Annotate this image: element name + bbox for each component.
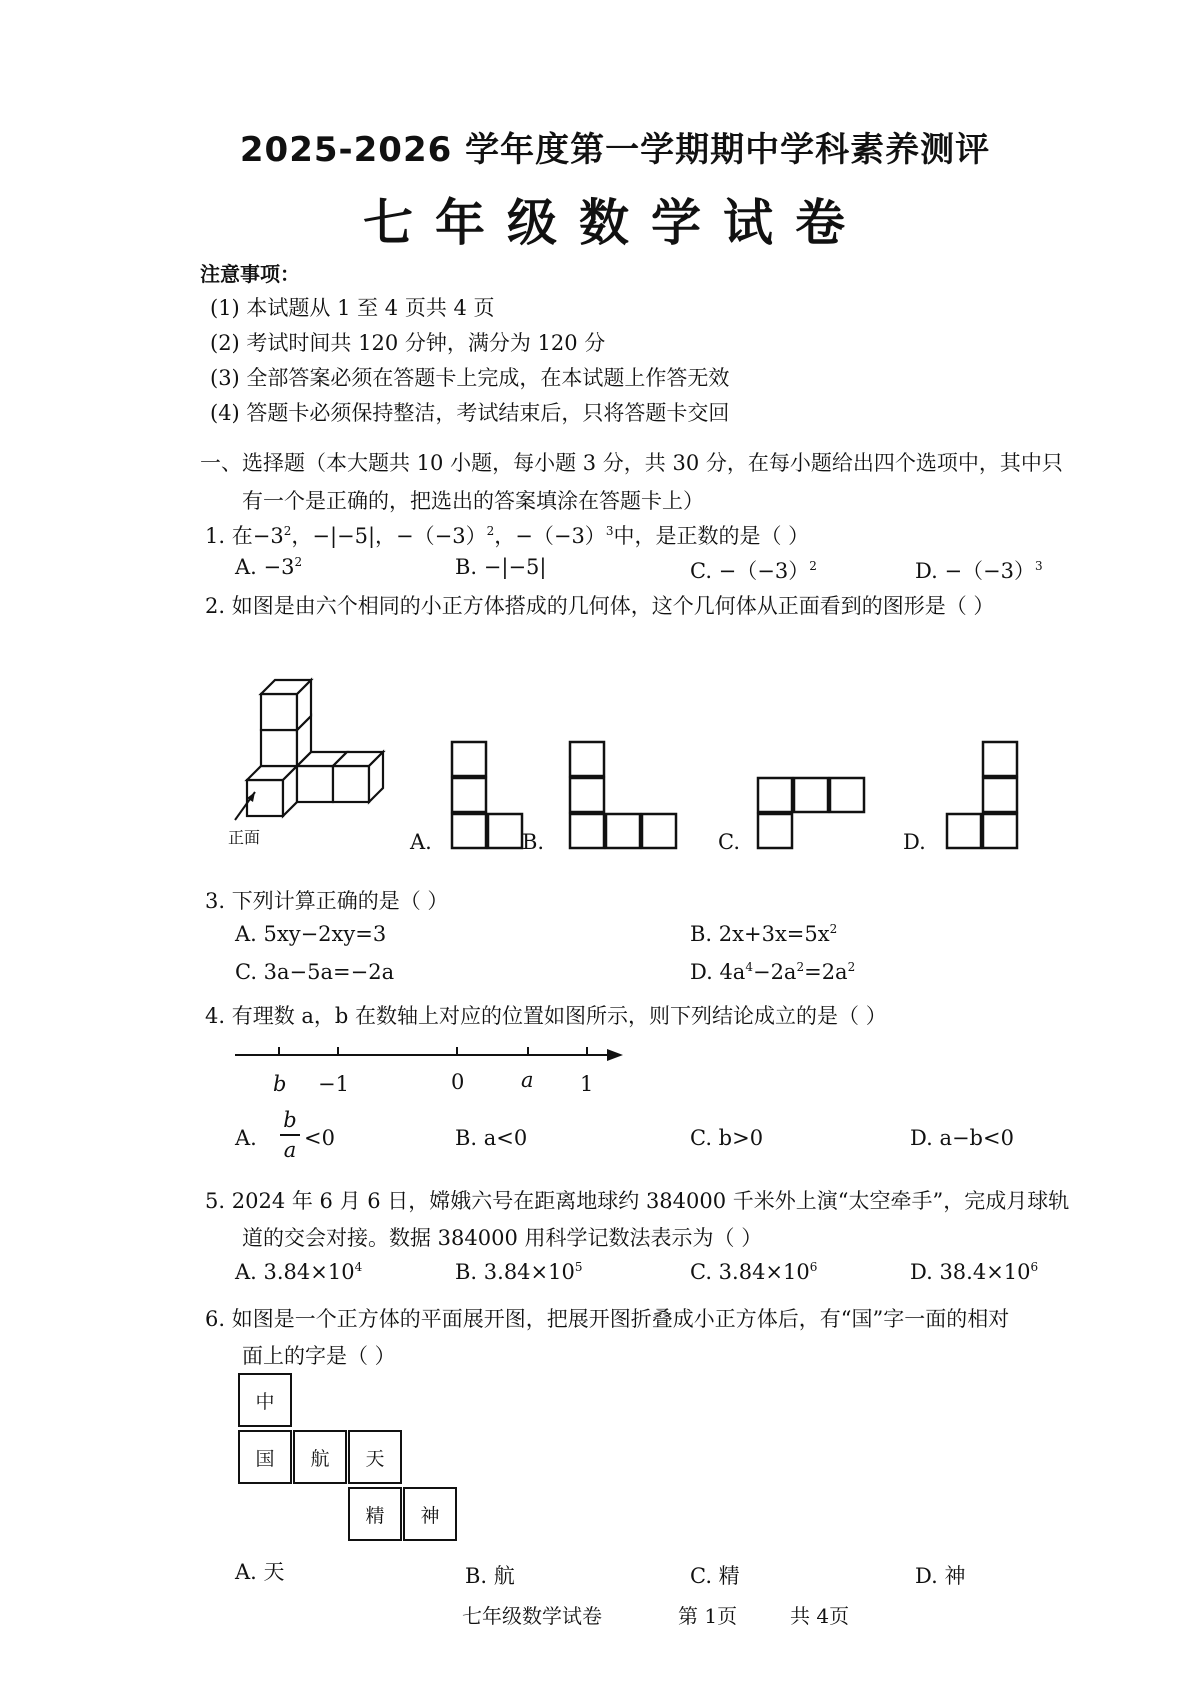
net-cell-tian: 天: [348, 1430, 402, 1484]
axis-label-neg1: −1: [318, 1072, 349, 1096]
q3-option-c: C. 3a−5a=−2a: [235, 960, 395, 984]
q4-number: 4.: [205, 1004, 226, 1028]
q4-option-a-label: A.: [235, 1126, 257, 1150]
q1-stem: 1. 在$-3^2$，−|−5|，$-(-3)^2$，$-(-3)^3$中，是正数的是（ ）: [205, 524, 810, 548]
q6-stem-line2: 面上的字是（ ）: [242, 1344, 396, 1368]
q2-option-d-figure: [945, 740, 1021, 852]
q5-stem-line2: 道的交会对接。数据 384000 用科学记数法表示为（ ）: [242, 1226, 763, 1250]
q5-option-a: A. $3.84\times 10^4$: [235, 1260, 363, 1284]
note-item-3: (3) 全部答案必须在答题卡上完成，在本试题上作答无效: [210, 366, 730, 390]
notes-heading: 注意事项：: [200, 262, 300, 286]
footer-page: 第 1页: [678, 1604, 738, 1628]
q1-number: 1.: [205, 524, 226, 548]
q6-option-d: D. 神: [915, 1564, 966, 1588]
q2-option-b-figure: [568, 740, 680, 852]
q1-option-d: D. $-(-3)^3$: [915, 559, 1043, 583]
axis-label-a: a: [521, 1068, 534, 1092]
q3-option-a: A. 5xy−2xy=3: [235, 922, 387, 946]
q2-option-c-label: C.: [718, 830, 740, 854]
note-item-4: (4) 答题卡必须保持整洁，考试结束后，只将答题卡交回: [210, 401, 730, 425]
q5-number: 5.: [205, 1189, 226, 1213]
q4-option-b: B. a<0: [455, 1126, 528, 1150]
q2-option-a-figure: [450, 740, 526, 852]
q5-option-b: B. $3.84\times 10^5$: [455, 1260, 583, 1284]
footer-total: 共 4页: [790, 1604, 850, 1628]
note-item-2: (2) 考试时间共 120 分钟，满分为 120 分: [210, 331, 606, 355]
q2-stem: 2. 如图是由六个相同的小正方体搭成的几何体，这个几何体从正面看到的图形是（ ）: [205, 594, 995, 618]
q2-option-c-figure: [756, 776, 868, 852]
q3-number: 3.: [205, 889, 226, 913]
q5-option-d: D. $38.4\times 10^6$: [910, 1260, 1039, 1284]
q4-fraction: b a: [280, 1106, 300, 1164]
q2-number: 2.: [205, 594, 226, 618]
q6-stem-line1: 6. 如图是一个正方体的平面展开图，把展开图折叠成小正方体后，有“国”字一面的相对: [205, 1307, 1010, 1331]
note-item-1: (1) 本试题从 1 至 4 页共 4 页: [210, 296, 495, 320]
q2-option-d-label: D.: [903, 830, 926, 854]
q1-option-c: C. $-(-3)^2$: [690, 559, 817, 583]
axis-label-b: b: [273, 1072, 287, 1096]
q4-stem: 4. 有理数 a，b 在数轴上对应的位置如图所示，则下列结论成立的是（ ）: [205, 1004, 887, 1028]
net-cell-jing: 精: [348, 1487, 402, 1541]
q2-option-a-label: A.: [410, 830, 432, 854]
q1-option-b: B. −|−5|: [455, 555, 547, 579]
q2-option-b-label: B.: [522, 830, 545, 854]
q4-option-d: D. a−b<0: [910, 1126, 1014, 1150]
q3-option-b: B. $2x+3x=5x^2$: [690, 922, 838, 946]
section1-line1: 一、选择题（本大题共 10 小题，每小题 3 分，共 30 分，在每小题给出四个选项中，其中只: [200, 451, 1063, 475]
q5-stem-line1: 5. 2024 年 6 月 6 日，嫦娥六号在距离地球约 384000 千米外上演“太空牵手”，完成月球轨: [205, 1189, 1070, 1213]
q6-option-c: C. 精: [690, 1564, 740, 1588]
q6-number: 6.: [205, 1307, 226, 1331]
cube-figure: [225, 670, 395, 835]
net-cell-shen: 神: [403, 1487, 457, 1541]
number-line: [235, 1040, 625, 1070]
q3-option-d: D. $4a^4-2a^2=2a^2$: [690, 960, 856, 984]
q3-stem: 3. 下列计算正确的是（ ）: [205, 889, 449, 913]
exam-title: 2025-2026 学年度第一学期期中学科素养测评: [239, 130, 991, 170]
q6-option-a: A. 天: [235, 1560, 285, 1584]
q1-option-a: A. $-3^2$: [235, 555, 303, 579]
q4-option-a-rel: <0: [304, 1126, 335, 1150]
axis-label-1: 1: [580, 1072, 594, 1096]
q6-option-b: B. 航: [465, 1564, 515, 1588]
section1-line2: 有一个是正确的，把选出的答案填涂在答题卡上）: [242, 489, 704, 513]
net-cell-zhong: 中: [238, 1373, 292, 1427]
exam-subtitle: 七年级数学试卷: [363, 193, 867, 252]
q4-option-c: C. b>0: [690, 1126, 764, 1150]
axis-label-0: 0: [451, 1070, 465, 1094]
front-label: 正面: [228, 828, 261, 847]
footer-title: 七年级数学试卷: [462, 1604, 602, 1628]
q5-option-c: C. $3.84\times 10^6$: [690, 1260, 818, 1284]
net-cell-hang: 航: [293, 1430, 347, 1484]
net-cell-guo: 国: [238, 1430, 292, 1484]
